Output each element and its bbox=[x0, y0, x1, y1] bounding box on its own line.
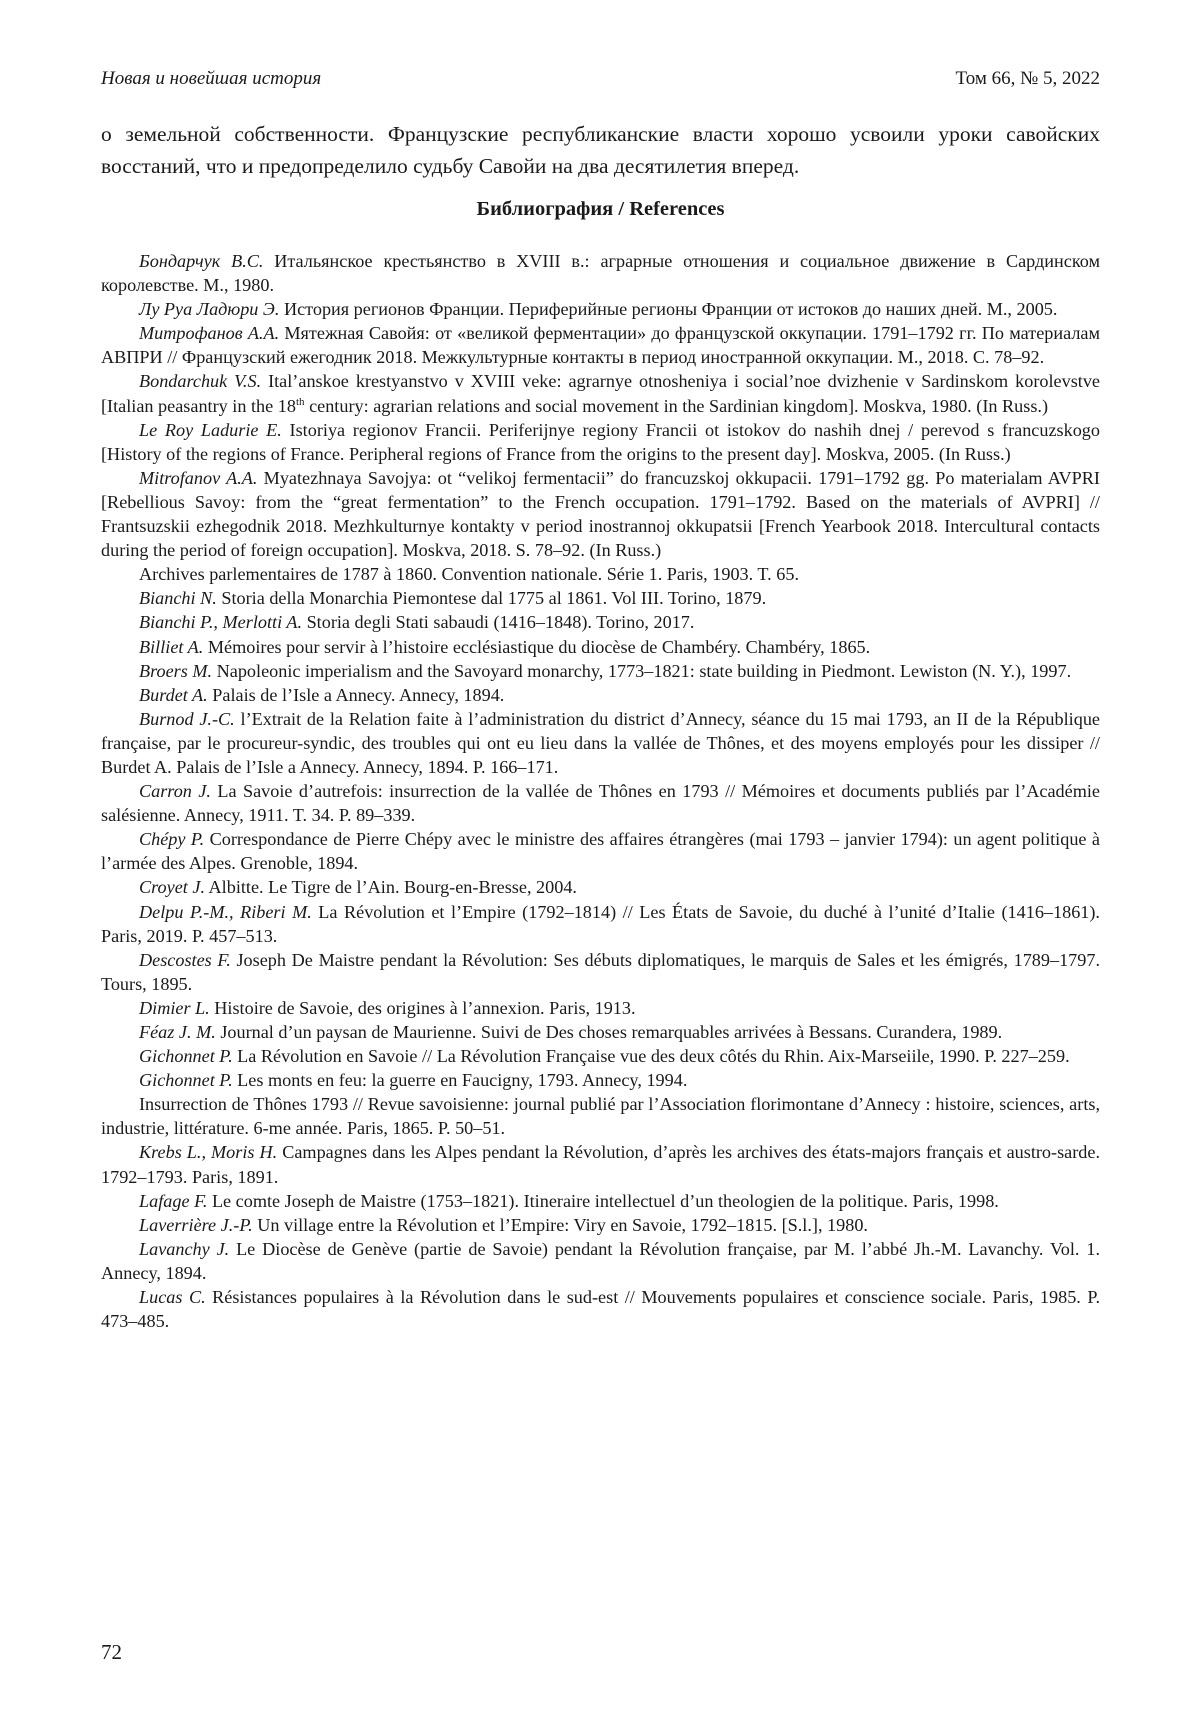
reference-superscript: th bbox=[296, 396, 305, 408]
reference-item bbox=[101, 948, 1100, 996]
reference-text: Joseph De Maistre pendant la Révolution: Ses débuts diplomatiques, le marquis de Sales et les émigrés, 1789–1797. Tours, 1895. bbox=[101, 950, 1100, 994]
reference-author: Billiet A. bbox=[139, 637, 203, 657]
reference-text: Palais de l’Isle a Annecy. Annecy, 1894. bbox=[208, 685, 505, 705]
bibliography-heading: Библиография / References bbox=[101, 198, 1100, 221]
reference-author: Gichonnet P. bbox=[139, 1070, 233, 1090]
reference-text: Journal d’un paysan de Maurienne. Suivi de Des choses remarquables arrivées à Bessans. Curandera, 1989. bbox=[216, 1022, 1002, 1042]
reference-text: Archives parlementaires de 1787 à 1860. Convention nationale. Série 1. Paris, 1903. T. 65. bbox=[139, 564, 799, 584]
reference-item bbox=[101, 1140, 1100, 1188]
reference-author: Лу Руа Ладюри Э. bbox=[139, 299, 279, 319]
reference-text: Napoleonic imperialism and the Savoyard monarchy, 1773–1821: state building in Piedmont. Lewiston (N. Y.), 1997. bbox=[212, 661, 1071, 681]
reference-author: Lavanchy J. bbox=[139, 1239, 229, 1259]
reference-text: century: agrarian relations and social movement in the Sardinian kingdom]. Moskva, 1980. (In Russ.) bbox=[305, 396, 1049, 416]
reference-author: Dimier L. bbox=[139, 998, 210, 1018]
reference-item bbox=[101, 900, 1100, 948]
reference-item bbox=[101, 779, 1100, 827]
reference-item bbox=[101, 707, 1100, 779]
reference-list bbox=[101, 249, 1100, 1333]
reference-item bbox=[101, 683, 1100, 707]
reference-text: Histoire de Savoie, des origines à l’annexion. Paris, 1913. bbox=[210, 998, 636, 1018]
reference-item bbox=[101, 659, 1100, 683]
reference-author: Митрофанов А.А. bbox=[139, 323, 279, 343]
reference-text: Мятежная Савойя: от «великой ферментации» до французской оккупации. 1791–1792 гг. По материалам АВПРИ // Французский ежегодник 2018. Межкультурные контакты в период иностранной оккупации. М., 2018. С. 78–92. bbox=[101, 323, 1100, 367]
reference-item bbox=[101, 1237, 1100, 1285]
reference-text: l’Extrait de la Relation faite à l’administration du district d’Annecy, séance du 15 mai 1793, an II de la République française, par le procureur-syndic, des troubles qui ont eu lieu dans la vallée de Thônes, et des moyens employés pour les dissiper // Burdet A. Palais de l’Isle a Annecy. Annecy, 1894. P. 166–171. bbox=[101, 709, 1100, 777]
reference-text: Le comte Joseph de Maistre (1753–1821). Itineraire intellectuel d’un theologien de la politique. Paris, 1998. bbox=[207, 1191, 998, 1211]
reference-author: Croyet J. bbox=[139, 877, 205, 897]
reference-item bbox=[101, 1020, 1100, 1044]
reference-author: Mitrofanov A.A. bbox=[139, 468, 257, 488]
reference-text: Mémoires pour servir à l’histoire ecclésiastique du diocèse de Chambéry. Chambéry, 1865. bbox=[203, 637, 870, 657]
reference-text: La Révolution en Savoie // La Révolution Française vue des deux côtés du Rhin. Aix-Marseiile, 1990. P. 227–259. bbox=[233, 1046, 1070, 1066]
reference-author: Bianchi P., Merlotti A. bbox=[139, 612, 302, 632]
reference-author: Gichonnet P. bbox=[139, 1046, 233, 1066]
reference-item bbox=[101, 586, 1100, 610]
reference-author: Bianchi N. bbox=[139, 588, 217, 608]
reference-text: Ital’anskoe krestyanstvo v XVIII veke: agrarnye otnosheniya i social’noe dvizhenie v Sardinskom korolevstve [Italian peasantry in the 18 bbox=[101, 371, 1100, 415]
reference-text: Insurrection de Thônes 1793 // Revue savoisienne: journal publié par l’Association florimontane d’Annecy : histoire, sciences, arts, industrie, littérature. 6-me année. Paris, 1865. P. 50–51. bbox=[101, 1094, 1100, 1138]
reference-item bbox=[101, 249, 1100, 297]
reference-item bbox=[101, 827, 1100, 875]
reference-item bbox=[101, 1213, 1100, 1237]
reference-author: Broers M. bbox=[139, 661, 212, 681]
reference-item bbox=[101, 610, 1100, 634]
reference-item bbox=[101, 635, 1100, 659]
reference-text: Storia della Monarchia Piemontese dal 1775 al 1861. Vol III. Torino, 1879. bbox=[217, 588, 766, 608]
reference-text: Storia degli Stati sabaudi (1416–1848). Torino, 2017. bbox=[302, 612, 694, 632]
reference-item bbox=[101, 875, 1100, 899]
reference-author: Бондарчук В.С. bbox=[139, 251, 263, 271]
reference-author: Krebs L., Moris H. bbox=[139, 1142, 277, 1162]
reference-item bbox=[101, 1189, 1100, 1213]
reference-author: Laverrière J.-P. bbox=[139, 1215, 253, 1235]
running-header bbox=[101, 68, 1100, 90]
reference-item bbox=[101, 1068, 1100, 1092]
intro-paragraph: о земельной собственности. Французские республиканские власти хорошо усвоили уроки савойских восстаний, что и предопределило судьбу Савойи на два десятилетия вперед. bbox=[101, 118, 1100, 182]
reference-text: Résistances populaires à la Révolution dans le sud-est // Mouvements populaires et conscience sociale. Paris, 1985. P. 473–485. bbox=[101, 1287, 1100, 1331]
reference-item bbox=[101, 1044, 1100, 1068]
reference-text: Un village entre la Révolution et l’Empire: Viry en Savoie, 1792–1815. [S.l.], 1980. bbox=[253, 1215, 868, 1235]
reference-item bbox=[101, 996, 1100, 1020]
reference-author: Descostes F. bbox=[139, 950, 231, 970]
reference-text: Итальянское крестьянство в XVIII в.: аграрные отношения и социальное движение в Сардинском королевстве. М., 1980. bbox=[101, 251, 1100, 295]
reference-text: Albitte. Le Tigre de l’Ain. Bourg-en-Bresse, 2004. bbox=[205, 877, 577, 897]
reference-text: Correspondance de Pierre Chépy avec le ministre des affaires étrangères (mai 1793 – janvier 1794): un agent politique à l’armée des Alpes. Grenoble, 1894. bbox=[101, 829, 1100, 873]
reference-text: Istoriya regionov Francii. Periferijnye regiony Francii ot istokov do nashih dnej / perevod s francuzskogo [History of the regions of France. Peripheral regions of France from the origins to the present day]. Moskva, 2005. (In Russ.) bbox=[101, 420, 1100, 464]
reference-author: Féaz J. M. bbox=[139, 1022, 216, 1042]
reference-author: Delpu P.-M., Riberi M. bbox=[139, 902, 312, 922]
reference-author: Carron J. bbox=[139, 781, 211, 801]
reference-item bbox=[101, 369, 1100, 417]
reference-text: La Savoie d’autrefois: insurrection de la vallée de Thônes en 1793 // Mémoires et documents publiés par l’Académie salésienne. Annecy, 1911. T. 34. P. 89–339. bbox=[101, 781, 1100, 825]
journal-page bbox=[0, 0, 1200, 1719]
reference-item bbox=[101, 418, 1100, 466]
reference-text: Myatezhnaya Savojya: ot “velikoj fermentacii” do francuzskoj okkupacii. 1791–1792 gg. Po materialam AVPRI [Rebellious Savoy: from the “great fermentation” to the French occupation. 1791–1792. Based on the materials of AVPRI] // Frantsuzskii ezhegodnik 2018. Mezhkulturnye kontakty v period inostrannoj okkupatsii [French Yearbook 2018. Intercultural contacts during the period of foreign occupation]. Moskva, 2018. S. 78–92. (In Russ.) bbox=[101, 468, 1100, 560]
reference-author: Le Roy Ladurie E. bbox=[139, 420, 282, 440]
reference-text: Les monts en feu: la guerre en Faucigny, 1793. Annecy, 1994. bbox=[233, 1070, 688, 1090]
journal-title: Новая и новейшая история bbox=[101, 68, 321, 90]
reference-text: Campagnes dans les Alpes pendant la Révolution, d’après les archives des états-majors français et austro-sarde. 1792–1793. Paris, 1891. bbox=[101, 1142, 1100, 1186]
reference-item bbox=[101, 562, 1100, 586]
reference-item bbox=[101, 1092, 1100, 1140]
reference-text: История регионов Франции. Периферийные регионы Франции от истоков до наших дней. М., 2005. bbox=[279, 299, 1057, 319]
reference-author: Lucas C. bbox=[139, 1287, 206, 1307]
volume-issue: Том 66, № 5, 2022 bbox=[956, 68, 1100, 90]
reference-item bbox=[101, 321, 1100, 369]
reference-author: Lafage F. bbox=[139, 1191, 207, 1211]
reference-author: Burdet A. bbox=[139, 685, 208, 705]
reference-text: Le Diocèse de Genève (partie de Savoie) pendant la Révolution française, par M. l’abbé Jh.-M. Lavanchy. Vol. 1. Annecy, 1894. bbox=[101, 1239, 1100, 1283]
reference-author: Burnod J.-C. bbox=[139, 709, 235, 729]
reference-author: Chépy P. bbox=[139, 829, 204, 849]
reference-item bbox=[101, 1285, 1100, 1333]
reference-item bbox=[101, 297, 1100, 321]
reference-item bbox=[101, 466, 1100, 562]
reference-text: La Révolution et l’Empire (1792–1814) // Les États de Savoie, du duché à l’unité d’Italie (1416–1861). Paris, 2019. P. 457–513. bbox=[101, 902, 1100, 946]
reference-author: Bondarchuk V.S. bbox=[139, 371, 261, 391]
page-number: 72 bbox=[101, 1640, 122, 1665]
